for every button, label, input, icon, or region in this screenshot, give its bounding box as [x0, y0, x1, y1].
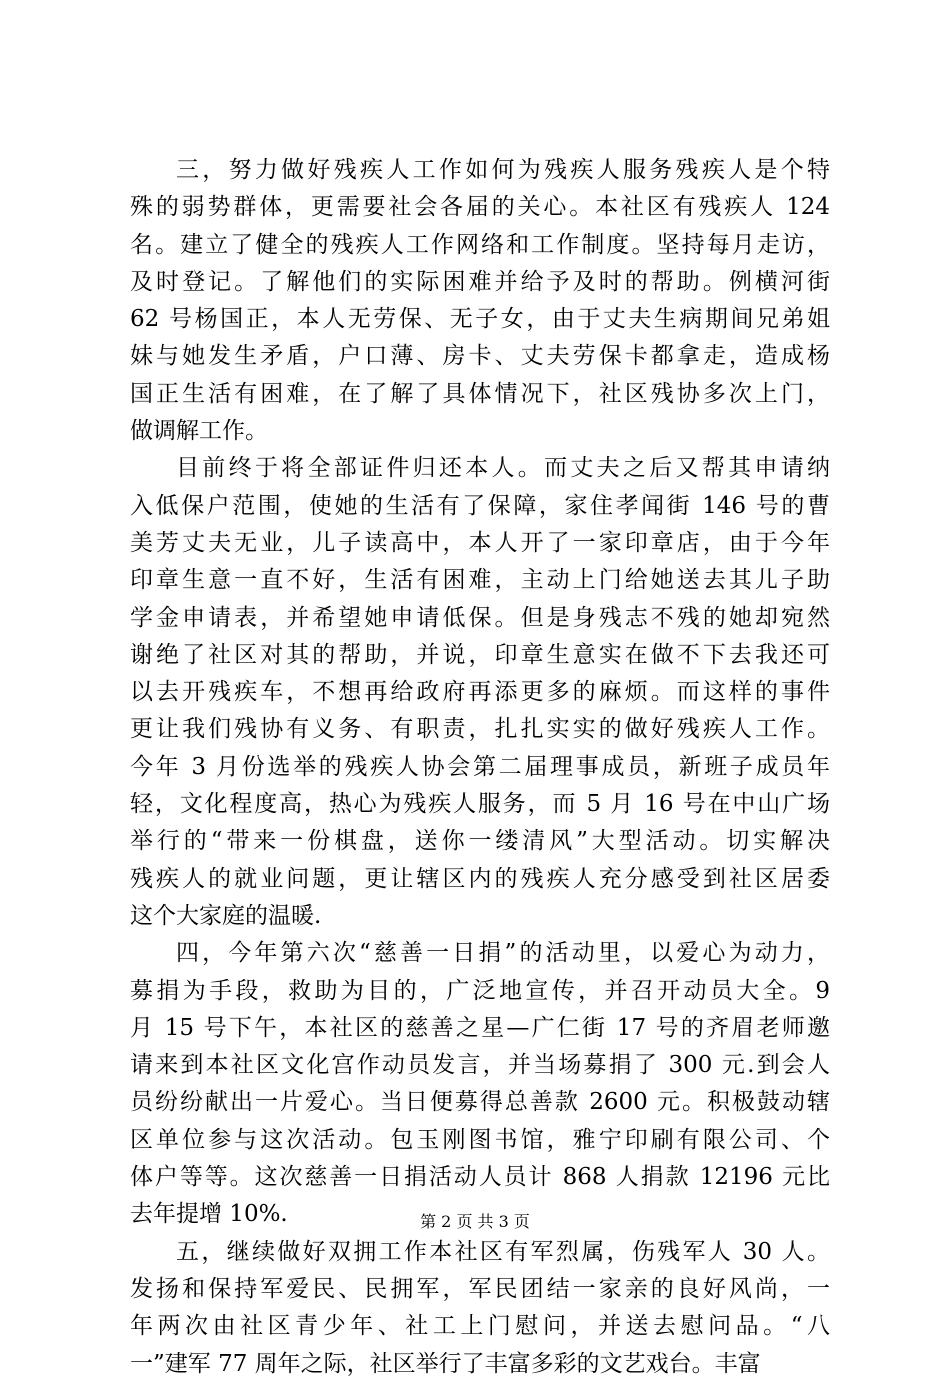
- paragraph-line: 美芳丈夫无业，儿子读高中，本人开了一家印章店，由于今年: [130, 529, 830, 556]
- paragraph-line: 发扬和保持军爱民、民拥军，军民团结一家亲的良好风尚，一: [130, 1275, 830, 1302]
- paragraph-line: 印章生意一直不好，生活有困难，主动上门给她送去其儿子助: [130, 567, 830, 594]
- paragraph-line: 妹与她发生矛盾，户口薄、房卡、丈夫劳保卡都拿走，造成杨: [130, 343, 830, 370]
- paragraph-line: 今年 3 月份选举的残疾人协会第二届理事成员，新班子成员年: [130, 753, 830, 780]
- paragraph-line: 举行的“带来一份棋盘，送你一缕清风”大型活动。切实解决: [130, 828, 830, 855]
- paragraph-line: 国正生活有困难，在了解了具体情况下，社区残协多次上门，: [130, 380, 830, 407]
- paragraph-line: 谢绝了社区对其的帮助，并说，印章生意实在做不下去我还可: [130, 641, 830, 668]
- paragraph: [130, 152, 830, 450]
- paragraph-line: 名。建立了健全的残疾人工作网络和工作制度。坚持每月走访，: [130, 231, 830, 258]
- paragraph-line: 及时登记。了解他们的实际困难并给予及时的帮助。例横河街: [130, 268, 830, 295]
- paragraph-line: 以去开残疾车，不想再给政府再添更多的麻烦。而这样的事件: [130, 679, 830, 706]
- paragraph: [130, 450, 830, 935]
- paragraph-line: 一”建军 77 周年之际，社区举行了丰富多彩的文艺戏台。丰富: [130, 1350, 761, 1377]
- paragraph-line: 年两次由社区青少年、社工上门慰问，并送去慰问品。“八: [130, 1313, 830, 1340]
- paragraph-line: 做调解工作。: [130, 418, 268, 445]
- paragraph-line: 目前终于将全部证件归还本人。而丈夫之后又帮其申请纳: [176, 455, 830, 482]
- paragraph: [130, 1234, 830, 1383]
- paragraph-line: 五，继续做好双拥工作本社区有军烈属，伤残军人 30 人。: [176, 1238, 830, 1265]
- paragraph-line: 请来到本社区文化宫作动员发言，并当场募捐了 300 元.到会人: [130, 1052, 830, 1079]
- paragraph: [130, 935, 830, 1233]
- paragraph-line: 这个大家庭的温暖.: [130, 902, 322, 929]
- paragraph-line: 残疾人的就业问题，更让辖区内的残疾人充分感受到社区居委: [130, 865, 830, 892]
- paragraph-line: 四，今年第六次“慈善一日捐”的活动里，以爱心为动力，: [176, 940, 830, 967]
- paragraph-line: 轻，文化程度高，热心为残疾人服务，而 5 月 16 号在中山广场: [130, 791, 830, 818]
- page-footer: 第 2 页 共 3 页: [420, 1212, 530, 1231]
- paragraph-line: 学金申请表，并希望她申请低保。但是身残志不残的她却宛然: [130, 604, 830, 631]
- paragraph-line: 入低保户范围，使她的生活有了保障，家住孝闻街 146 号的曹: [130, 492, 830, 519]
- document-body: [130, 152, 830, 1383]
- paragraph-line: 去年提增 10%.: [130, 1201, 288, 1228]
- paragraph-line: 区单位参与这次活动。包玉刚图书馆，雅宁印刷有限公司、个: [130, 1126, 830, 1153]
- paragraph-line: 殊的弱势群体，更需要社会各届的关心。本社区有残疾人 124: [130, 194, 830, 221]
- paragraph-line: 62 号杨国正，本人无劳保、无子女，由于丈夫生病期间兄弟姐: [130, 306, 830, 333]
- paragraph-line: 三，努力做好残疾人工作如何为残疾人服务残疾人是个特: [176, 157, 830, 183]
- paragraph-line: 员纷纷献出一片爱心。当日便募得总善款 2600 元。积极鼓动辖: [130, 1089, 830, 1116]
- paragraph-line: 募捐为手段，救助为目的，广泛地宣传，并召开动员大全。9: [130, 977, 830, 1004]
- paragraph-line: 更让我们残协有义务、有职责，扎扎实实的做好残疾人工作。: [130, 716, 830, 743]
- paragraph-line: 体户等等。这次慈善一日捐活动人员计 868 人捐款 12196 元比: [130, 1164, 830, 1191]
- paragraph-line: 月 15 号下午，本社区的慈善之星—广仁街 17 号的齐眉老师邀: [130, 1014, 830, 1041]
